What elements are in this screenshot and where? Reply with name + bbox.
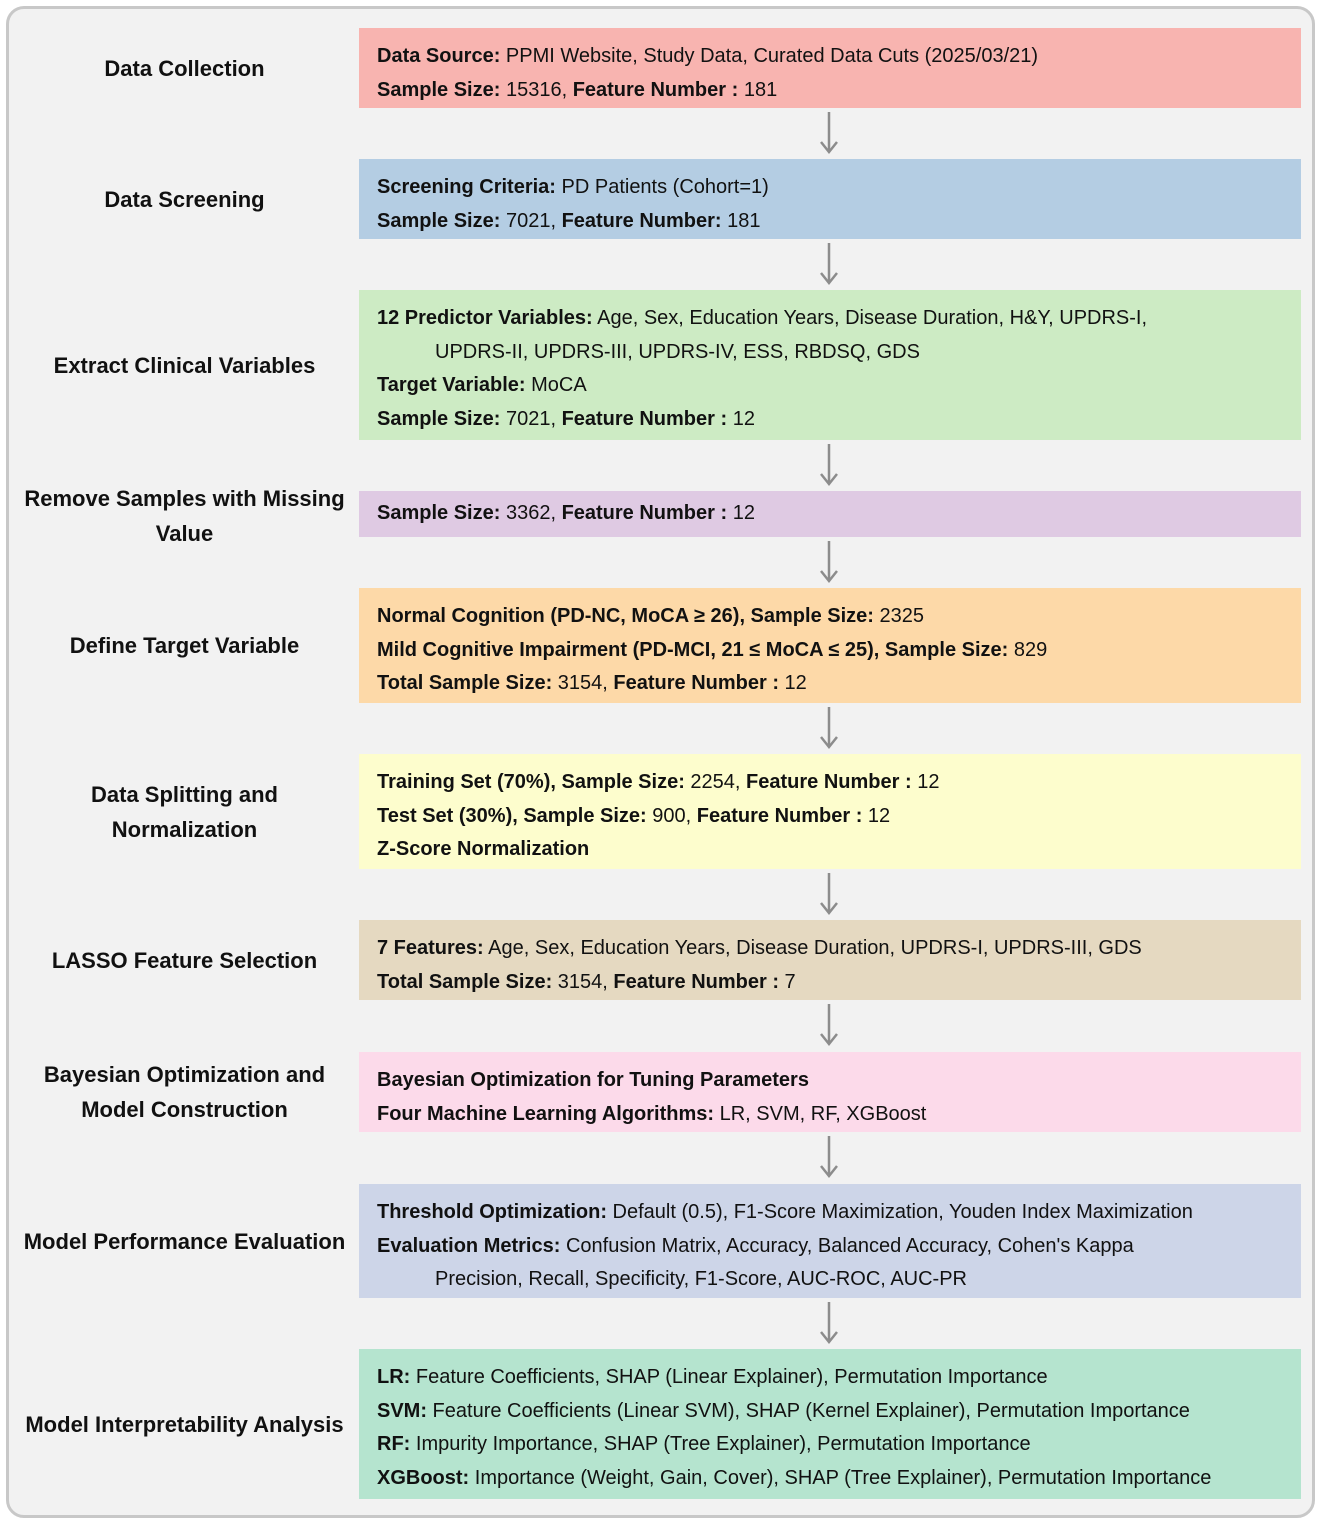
line-key: XGBoost:	[377, 1466, 470, 1489]
box-line	[377, 800, 1283, 834]
step-label-interpretability: Model Interpretability Analysis	[25, 1411, 344, 1437]
line-key: Four Machine Learning Algorithms:	[377, 1102, 715, 1125]
line-value: LR, SVM, RF, XGBoost	[714, 1102, 927, 1125]
line-value: 181	[721, 209, 761, 232]
line-key: Feature Number :	[561, 407, 728, 430]
line-key: Threshold Optimization:	[377, 1201, 607, 1223]
line-key: Feature Number :	[696, 804, 863, 827]
box-line	[377, 74, 1283, 108]
box-line	[377, 497, 1283, 531]
step-box-bayesian	[359, 1052, 1301, 1132]
flow-arrow	[819, 1300, 839, 1346]
line-key: Evaluation Metrics:	[377, 1234, 561, 1257]
line-value: Importance (Weight, Gain, Cover), SHAP (Tree Explainer), Permutation Importance	[469, 1466, 1212, 1489]
flow-arrow	[819, 1134, 839, 1180]
step-box-data-splitting	[359, 754, 1301, 869]
line-value: 7021,	[500, 407, 562, 430]
line-value: 7	[779, 970, 796, 993]
line-value: 2254,	[684, 771, 747, 793]
line-key: Feature Number :	[561, 502, 728, 524]
box-line	[377, 369, 1283, 403]
box-line	[377, 1462, 1283, 1496]
box-line	[377, 966, 1283, 1000]
box-line	[377, 40, 1283, 74]
flow-arrow	[819, 442, 839, 488]
line-value: Feature Coefficients (Linear SVM), SHAP (Kernel Explainer), Permutation Importance	[427, 1399, 1190, 1422]
box-line	[377, 766, 1283, 800]
line-value: 12	[862, 804, 891, 827]
line-value: 12	[727, 502, 755, 524]
line-key: Normal Cognition (PD-NC, MoCA ≥ 26), Sample Size:	[377, 605, 874, 627]
box-line	[377, 1230, 1283, 1264]
line-key: Feature Number :	[613, 672, 779, 694]
line-value: PD Patients (Cohort=1)	[555, 176, 769, 198]
line-value: Precision, Recall, Specificity, F1-Score, AUC-ROC, AUC-PR	[435, 1268, 967, 1290]
line-value: 3154,	[552, 672, 614, 694]
line-key: Sample Size:	[377, 502, 501, 524]
line-key: Feature Number:	[561, 209, 722, 232]
line-key: 12 Predictor Variables:	[377, 307, 593, 329]
step-box-interpretability	[359, 1349, 1301, 1499]
line-value: PPMI Website, Study Data, Curated Data Cuts (2025/03/21)	[500, 45, 1039, 67]
line-value: 2325	[873, 605, 924, 627]
flow-arrow	[819, 241, 839, 287]
line-value: 181	[738, 78, 778, 101]
line-value: 12	[779, 672, 807, 694]
line-key: Sample Size:	[377, 407, 501, 430]
line-key: Feature Number :	[746, 771, 912, 793]
line-value: UPDRS-II, UPDRS-III, UPDRS-IV, ESS, RBDSQ, GDS	[435, 340, 920, 363]
line-key: LR:	[377, 1366, 411, 1388]
line-key: Data Source:	[377, 45, 501, 67]
box-line	[377, 932, 1283, 966]
step-label-lasso: LASSO Feature Selection	[51, 947, 318, 973]
line-key: Target Variable:	[377, 374, 526, 396]
flow-arrow	[819, 705, 839, 751]
line-key: Test Set (30%), Sample Size:	[377, 804, 647, 827]
line-key: Z-Score Normalization	[377, 838, 590, 860]
box-line	[377, 833, 1283, 867]
line-key: SVM:	[377, 1399, 427, 1422]
line-key: Feature Number :	[572, 78, 739, 101]
line-key: Bayesian Optimization for Tuning Parameters	[377, 1069, 809, 1091]
box-line	[377, 1064, 1283, 1098]
step-box-remove-samples	[359, 491, 1301, 537]
line-key: Sample Size:	[377, 78, 501, 101]
box-line	[377, 1196, 1283, 1230]
step-box-lasso	[359, 920, 1301, 1000]
line-key: Training Set (70%), Sample Size:	[377, 771, 685, 793]
line-key: Total Sample Size:	[377, 970, 553, 993]
step-label-remove-samples: Remove Samples with Missing Value	[24, 486, 345, 546]
flow-arrow	[819, 110, 839, 156]
step-box-data-collection	[359, 28, 1301, 108]
line-value: 15316,	[500, 78, 573, 101]
line-value: 7021,	[500, 209, 562, 232]
step-box-define-target-variable	[359, 588, 1301, 703]
step-label-extract-clinical-variables: Extract Clinical Variables	[53, 352, 316, 378]
step-label-data-splitting: Data Splitting and Normalization	[91, 781, 278, 842]
step-box-data-screening	[359, 159, 1301, 239]
step-label-data-collection: Data Collection	[104, 55, 265, 81]
flow-arrow	[819, 1002, 839, 1048]
line-value: 3154,	[552, 970, 614, 993]
line-value: 12	[727, 407, 755, 430]
step-label-data-screening: Data Screening	[104, 186, 265, 212]
line-key: RF:	[377, 1433, 411, 1455]
step-label-define-target-variable: Define Target Variable	[69, 633, 300, 658]
line-value: Age, Sex, Education Years, Disease Duration, UPDRS-I, UPDRS-III, GDS	[483, 937, 1142, 959]
box-line	[377, 1098, 1283, 1132]
line-value: 12	[911, 771, 940, 793]
line-key: 7 Features:	[377, 937, 484, 959]
box-line	[377, 634, 1283, 668]
line-value: Default (0.5), F1-Score Maximization, Youden Index Maximization	[607, 1201, 1193, 1223]
line-value: 829	[1008, 638, 1048, 661]
flow-arrow	[819, 871, 839, 917]
box-line	[377, 667, 1283, 701]
line-value: Impurity Importance, SHAP (Tree Explainer), Permutation Importance	[410, 1433, 1031, 1455]
line-key: Screening Criteria:	[377, 176, 556, 198]
flow-arrow	[819, 539, 839, 585]
line-key: Total Sample Size:	[377, 672, 553, 694]
line-value: Age, Sex, Education Years, Disease Duration, H&Y, UPDRS-I,	[592, 307, 1148, 329]
line-key: Sample Size:	[377, 209, 501, 232]
line-value: Feature Coefficients, SHAP (Linear Explainer), Permutation Importance	[410, 1366, 1048, 1388]
box-line	[377, 205, 1283, 239]
box-line	[377, 302, 1283, 336]
line-value: MoCA	[525, 374, 587, 396]
box-line	[377, 171, 1283, 205]
step-box-extract-clinical-variables	[359, 290, 1301, 440]
line-value: 3362,	[500, 502, 562, 524]
step-box-performance	[359, 1184, 1301, 1298]
step-label-performance: Model Performance Evaluation	[23, 1228, 346, 1254]
box-line	[377, 600, 1283, 634]
line-key: Mild Cognitive Impairment (PD-MCI, 21 ≤ MoCA ≤ 25), Sample Size:	[377, 638, 1009, 661]
box-line	[377, 1395, 1283, 1429]
line-value: 900,	[646, 804, 697, 827]
box-line	[377, 1428, 1283, 1462]
line-key: Feature Number :	[613, 970, 779, 993]
line-value: Confusion Matrix, Accuracy, Balanced Accuracy, Cohen's Kappa	[560, 1234, 1134, 1257]
box-line	[377, 336, 1283, 370]
step-label-bayesian: Bayesian Optimization and Model Construction	[43, 1062, 326, 1122]
box-line	[377, 1263, 1283, 1297]
box-line	[377, 1361, 1283, 1395]
box-line	[377, 403, 1283, 437]
